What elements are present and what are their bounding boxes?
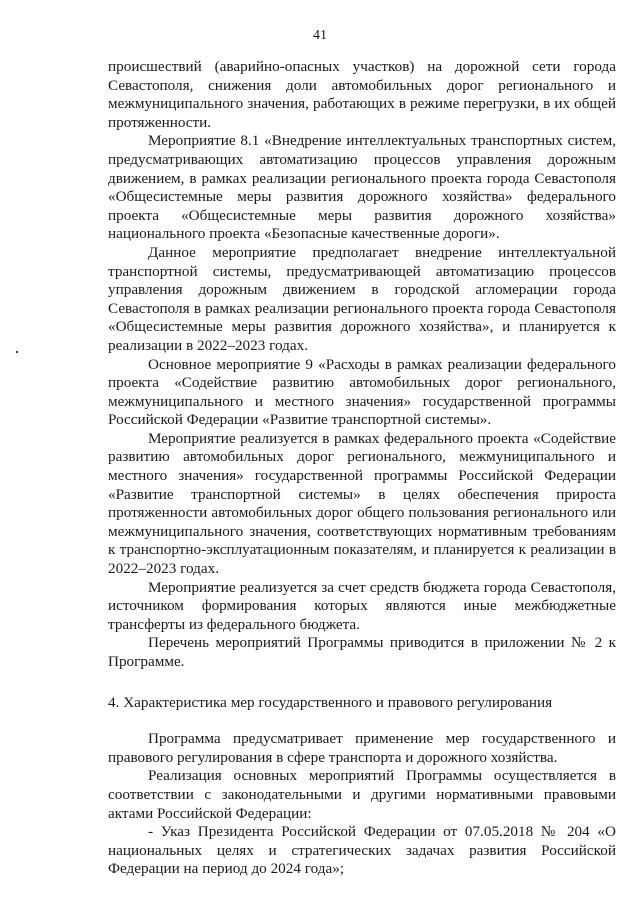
- paragraph-appendix-reference: Перечень мероприятий Программы приводится в приложении № 2 к Программе.: [108, 634, 616, 670]
- paragraph-main-measure-9: Основное мероприятие 9 «Расходы в рамках реализации федерального проекта «Содействие развитию автомобильных дорог регионального, межмуниципального и местного значения» государственной программы Российской Федерации «Развитие транспортной системы».: [108, 355, 616, 429]
- section-heading: 4. Характеристика мер государственного и правового регулирования: [108, 693, 553, 711]
- list-item-presidential-decree: - Указ Президента Российской Федерации от 07.05.2018 № 204 «О национальных целях и стратегических задачах развития Российской Федерации на период до 2024 года»;: [108, 823, 616, 878]
- paragraph-regulation-intro: Программа предусматривает применение мер государственного и правового регулирования в сфере транспорта и дорожного хозяйства.: [108, 730, 616, 766]
- paragraph-continuation: происшествий (аварийно-опасных участков) на дорожной сети города Севастополя, снижения доли автомобильных дорог регионального и межмуниципального значения, работающих в режиме перегрузки, в их общей протяженности.: [108, 58, 616, 131]
- document-body: [108, 58, 616, 879]
- page-number: 41: [313, 28, 327, 43]
- scan-speck: [16, 351, 18, 353]
- paragraph-measure-8-1: Мероприятие 8.1 «Внедрение интеллектуальных транспортных систем, предусматривающих автоматизацию процессов управления дорожным движением, в рамках реализации регионального проекта города Севастополя «Общесистемные меры развития дорожного хозяйства» федерального проекта «Общесистемные меры развития дорожного хозяйства» национального проекта «Безопасные качественные дороги».: [108, 132, 616, 243]
- paragraph-funding: Мероприятие реализуется за счет средств бюджета города Севастополя, источником формирования которых являются иные межбюджетные трансферты из федерального бюджета.: [108, 578, 616, 633]
- paragraph-legal-basis: Реализация основных мероприятий Программы осуществляется в соответствии с законодательными и другими нормативными правовыми актами Российской Федерации:: [108, 767, 616, 822]
- paragraph-measure-description: Данное мероприятие предполагает внедрение интеллектуальной транспортной системы, предусматривающей автоматизацию процессов управления дорожным движением в городской агломерации города Севастополя в рамках реализации регионального проекта города Севастополя «Общесистемные меры развития дорожного хозяйства», и планируется к реализации в 2022–2023 годах.: [108, 243, 616, 354]
- paragraph-federal-project: Мероприятие реализуется в рамках федерального проекта «Содействие развитию автомобильных дорог регионального, межмуниципального и местного значения» государственной программы Российской Федерации «Развитие транспортной системы» в целях обеспечения прироста протяженности автомобильных дорог общего пользования регионального или межмуниципального значения, соответствующих нормативным требованиям к транспортно-эксплуатационным показателям, и планируется к реализации в 2022–2023 годах.: [108, 429, 616, 578]
